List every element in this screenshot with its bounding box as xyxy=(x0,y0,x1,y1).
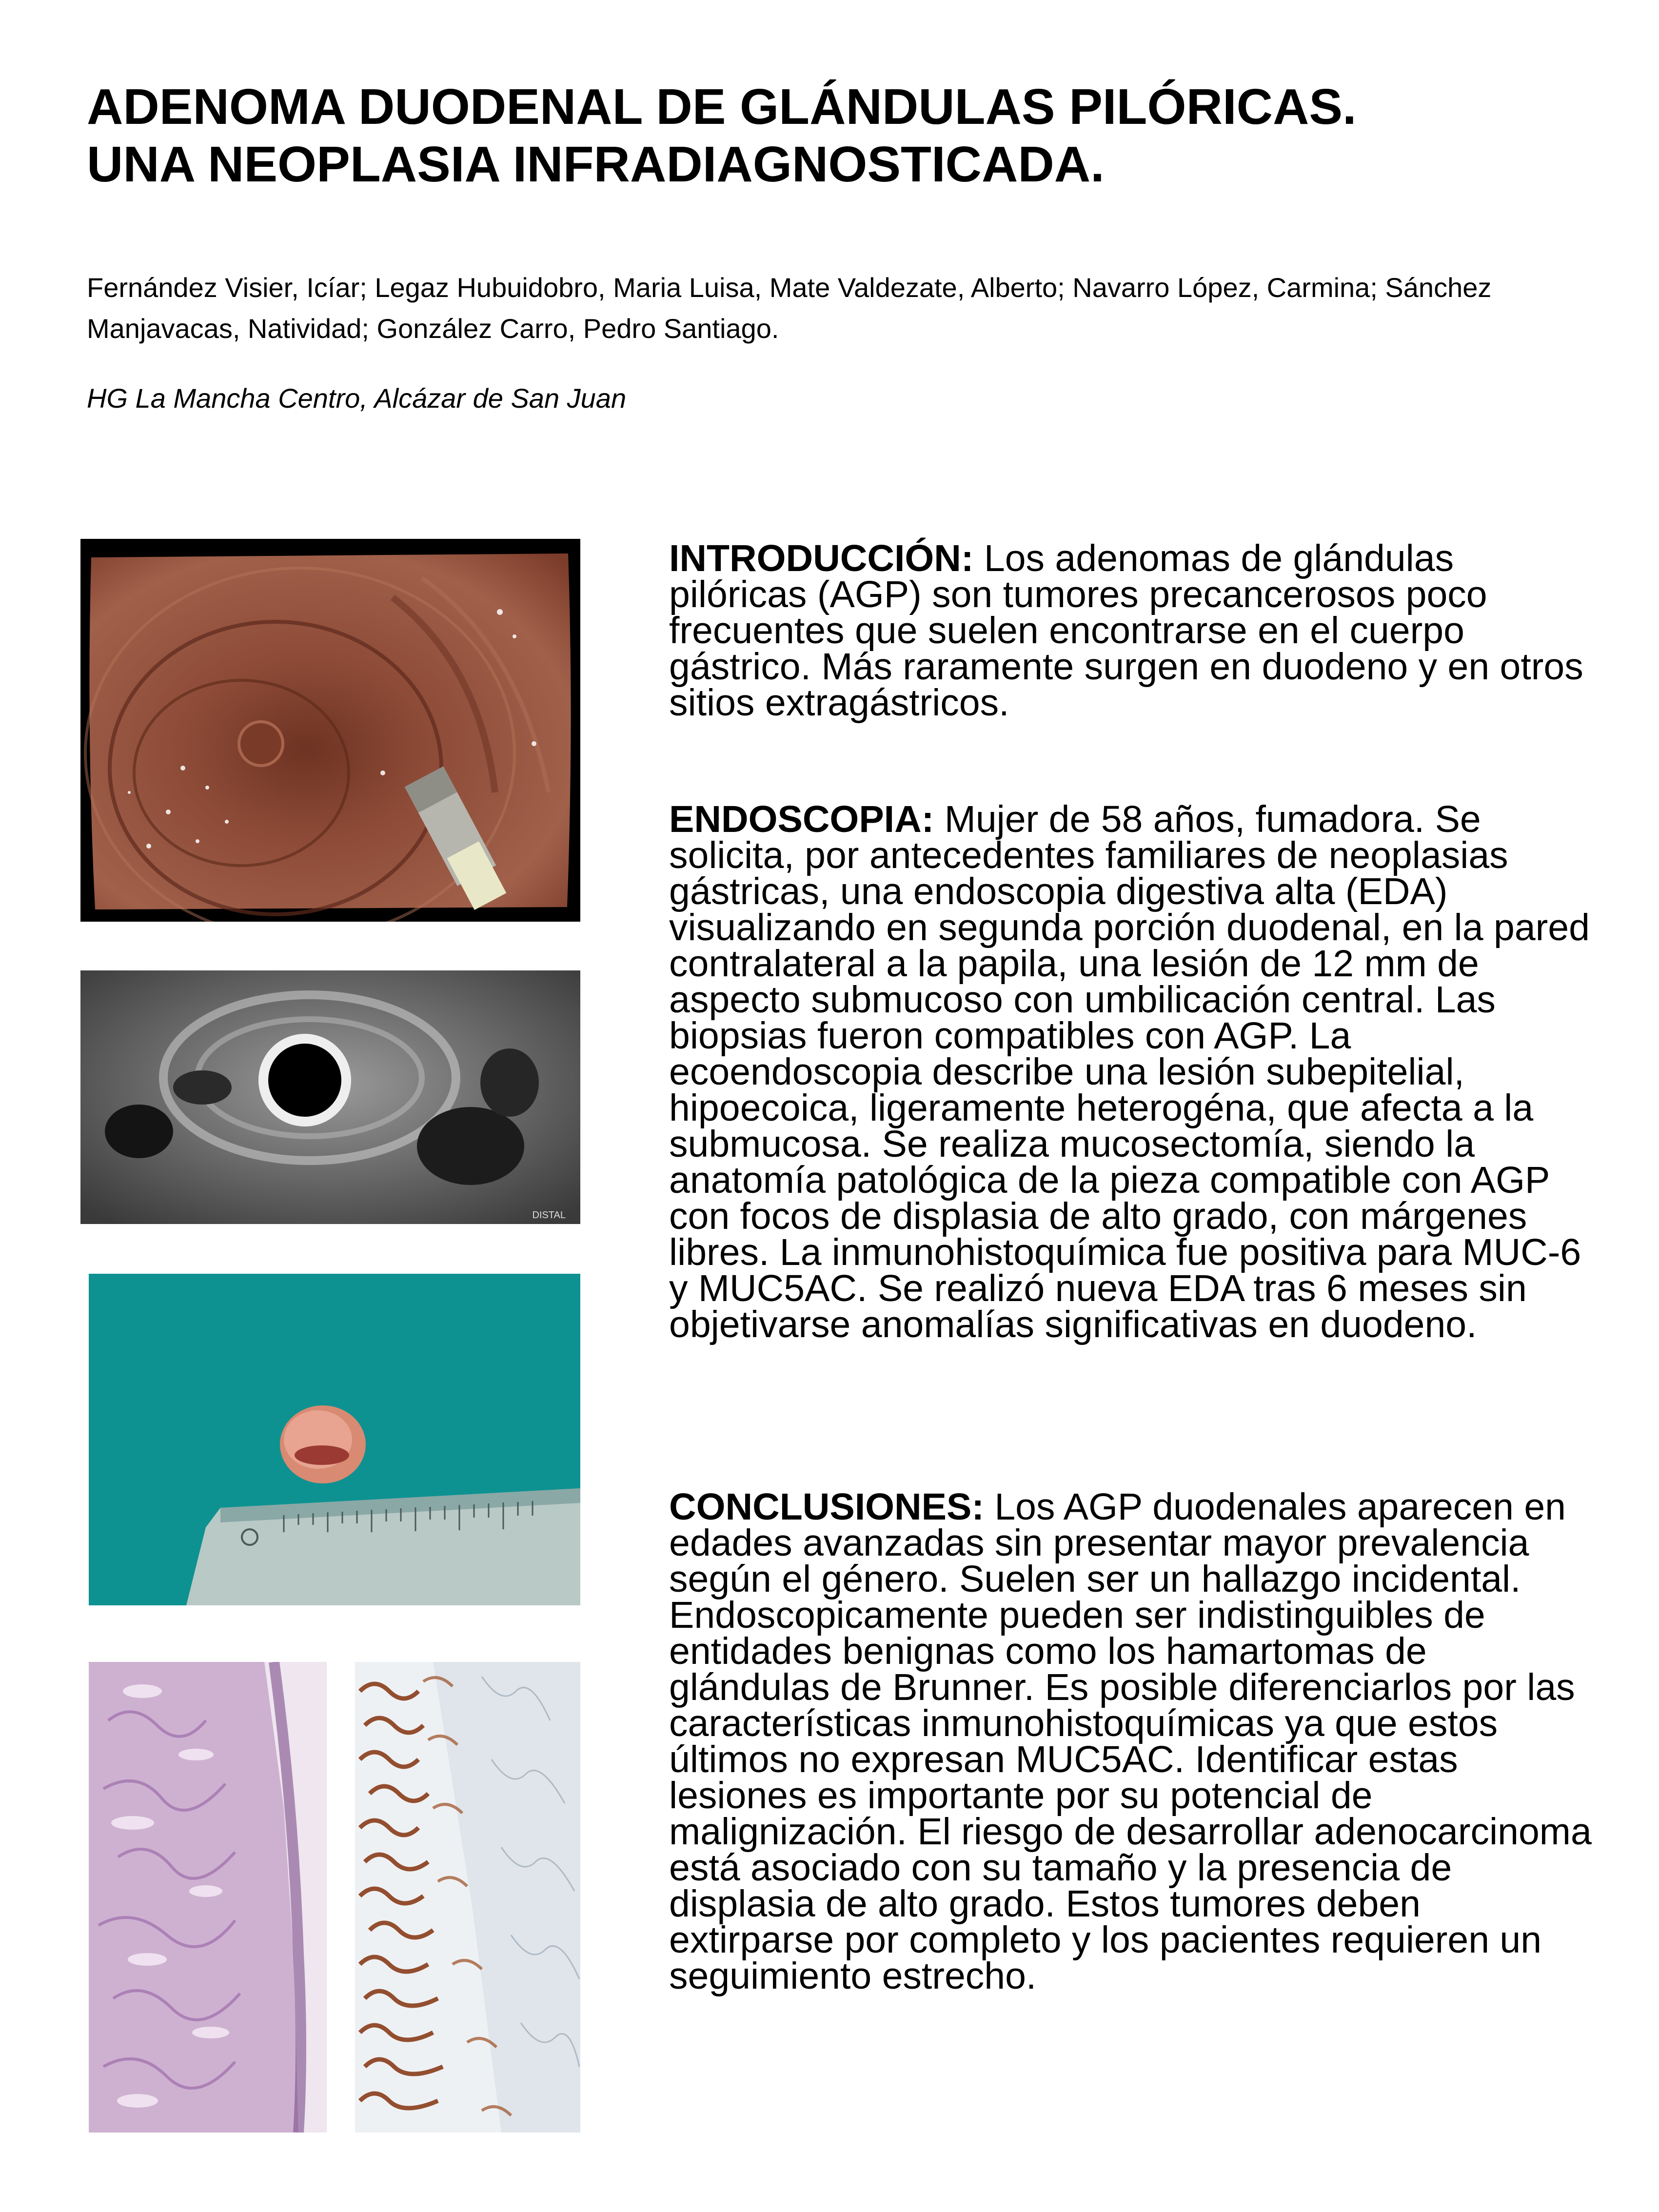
section-text-conclusions: Los AGP duodenales aparecen en edades avanzadas sin presentar mayor prevalencia según el género. Suelen ser un hallazgo incidental. Endoscopicamente pueden ser indistinguibles de entidades benignas como los hamartomas de glándulas de Brunner. Es posible diferenciarlos por las características inmunohistoquímicas ya que estos últimos no expresan MUC5AC. Identificar estas lesiones es importante por su potencial de malignización. El riesgo de desarrollar adenocarcinoma está asociado con su tamaño y la presencia de displasia de alto grado. Estos tumores deben extirparse por completo y los pacientes requieren un seguimiento estrecho. xyxy=(669,1486,1592,1997)
resected-specimen-image xyxy=(89,1274,580,1605)
author-list: Fernández Visier, Icíar; Legaz Hubuidobro, Maria Luisa, Mate Valdezate, Alberto; Navarro López, Carmina; Sánchez Manjavacas, Natividad; González Carro, Pedro Santiago. xyxy=(87,272,1492,344)
section-introduction xyxy=(669,537,1596,724)
endoscopic-ultrasound-image xyxy=(80,970,580,1224)
section-text-endoscopy: Mujer de 58 años, fumadora. Se solicita, por antecedentes familiares de neoplasias gástricas, una endoscopia digestiva alta (EDA) visualizando en segunda porción duodenal, en la pared contralateral a la papila, una lesión de 12 mm de aspecto submucoso con umbilicación central. Las biopsias fueron compatibles con AGP. La ecoendoscopia describe una lesión subepitelial, hipoecoica, ligeramente heterogéna, que afecta a la submucosa. Se realiza mucosectomía, siendo la anatomía patológica de la pieza compatible con AGP con focos de displasia de alto grado, con márgenes libres. La inmunohistoquímica fue positiva para MUC-6 y MUC5AC. Se realizó nueva EDA tras 6 meses sin objetivarse anomalías significativas en duodeno. xyxy=(669,798,1590,1345)
section-text-introduction: Los adenomas de glándulas pilóricas (AGP) son tumores precancerosos poco frecuentes que suelen encontrarse en el cuerpo gástrico. Más raramente surgen en duodeno y en otros sitios extragástricos. xyxy=(669,537,1583,724)
section-heading-conclusions: CONCLUSIONES: xyxy=(669,1486,995,1528)
section-conclusions xyxy=(669,1486,1596,1997)
section-heading-endoscopy: ENDOSCOPIA: xyxy=(669,798,945,840)
section-endoscopy xyxy=(669,798,1596,1345)
section-heading-introduction: INTRODUCCIÓN: xyxy=(669,537,984,579)
affiliation: HG La Mancha Centro, Alcázar de San Juan xyxy=(87,383,627,414)
histology-he-image xyxy=(89,1662,327,2133)
title-line-2: UNA NEOPLASIA INFRADIAGNOSTICADA. xyxy=(87,136,1105,192)
title-line-1: ADENOMA DUODENAL DE GLÁNDULAS PILÓRICAS. xyxy=(87,79,1357,135)
endoscopy-image xyxy=(80,539,580,922)
eus-label: DISTAL xyxy=(532,1210,566,1221)
poster-title xyxy=(87,78,1599,193)
immunohistochemistry-image xyxy=(355,1662,580,2133)
